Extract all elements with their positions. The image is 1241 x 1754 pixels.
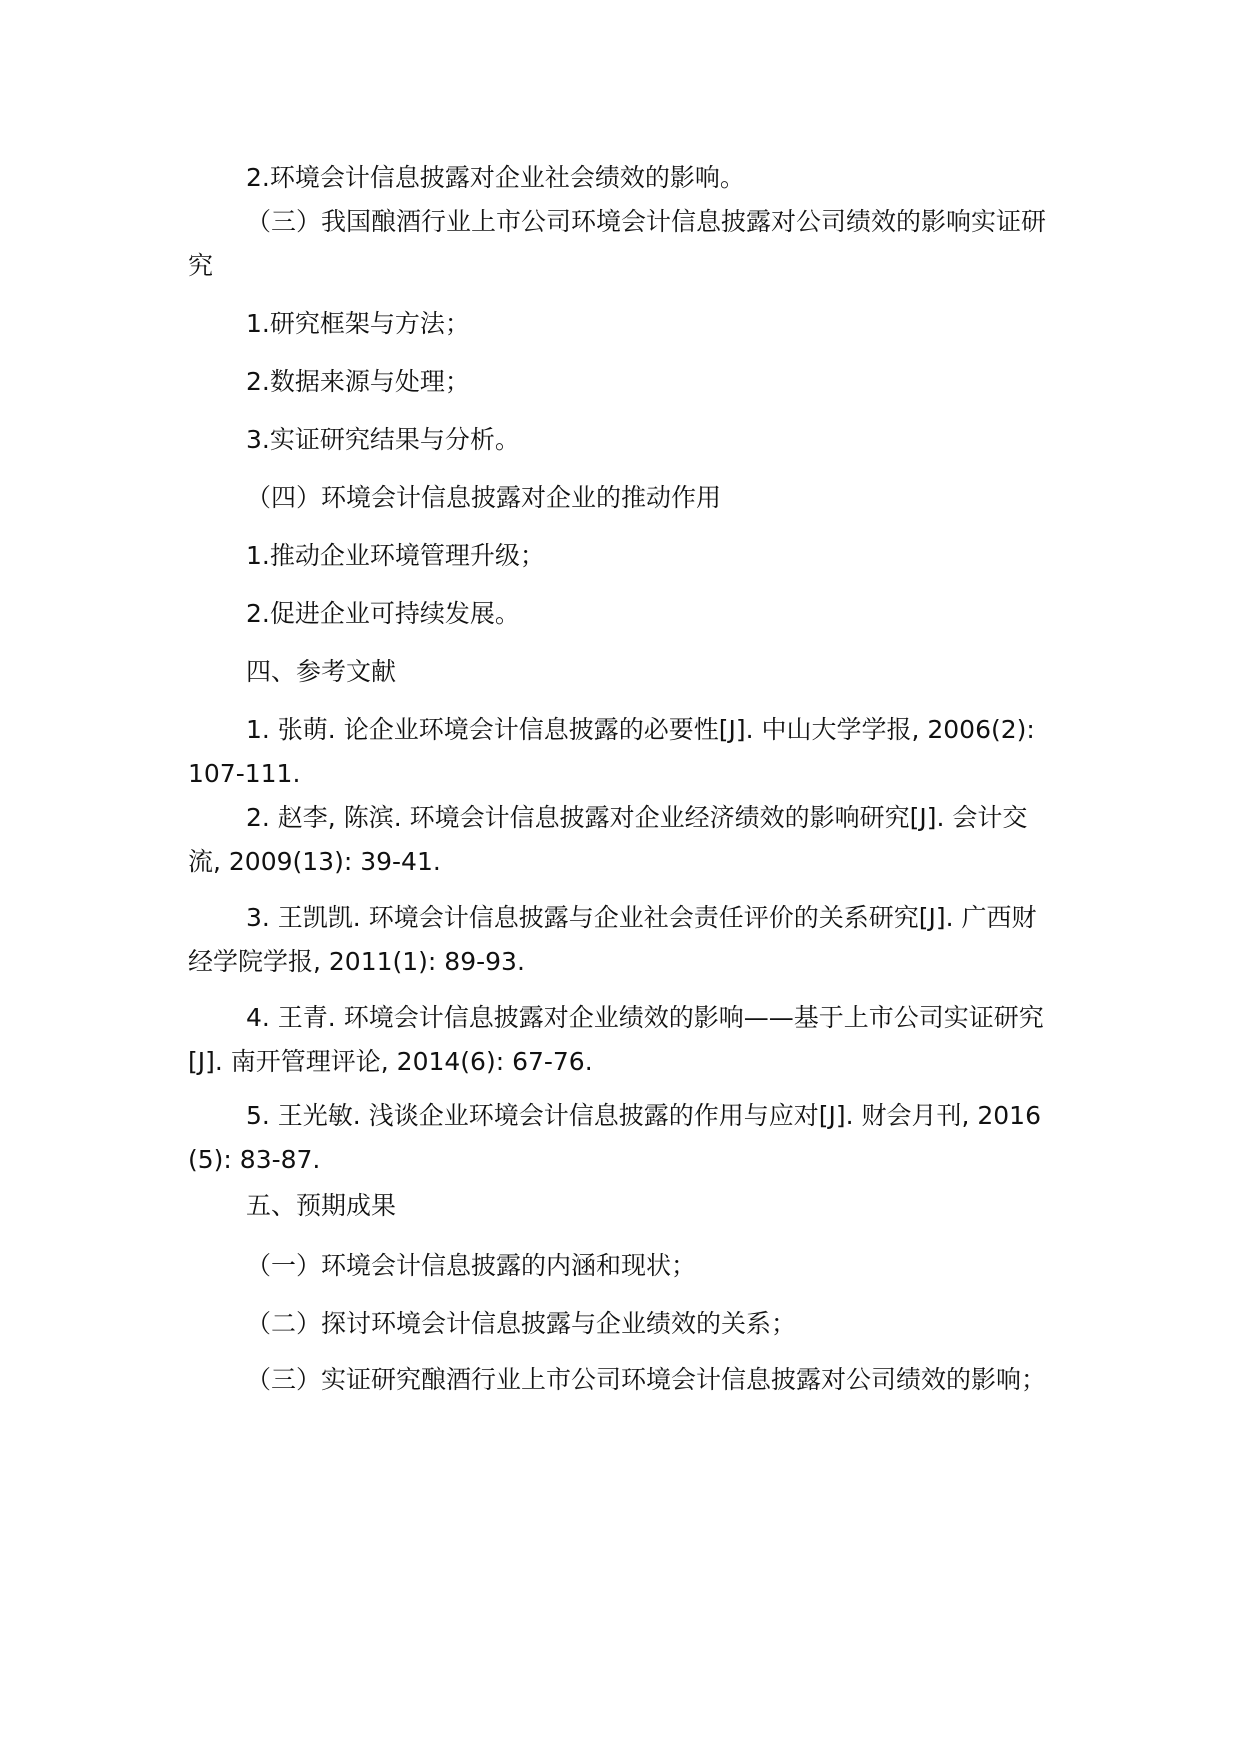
- section-heading-empirical-study: （三）我国酿酒行业上市公司环境会计信息披露对公司绩效的影响实证研究: [188, 207, 1047, 280]
- section-heading-expected-results: 五、预期成果: [246, 1191, 397, 1220]
- reference-item-3: 3. 王凯凯. 环境会计信息披露与企业社会责任评价的关系研究[J]. 广西财经学院学报, 2011(1): 89-93.: [188, 903, 1037, 976]
- list-item-results-analysis: 3.实证研究结果与分析。: [246, 425, 520, 454]
- expected-result-1: （一）环境会计信息披露的内涵和现状；: [246, 1251, 697, 1280]
- expected-result-2: （二）探讨环境会计信息披露与企业绩效的关系；: [246, 1309, 797, 1338]
- expected-result-3: （三）实证研究酿酒行业上市公司环境会计信息披露对公司绩效的影响；: [246, 1365, 1047, 1394]
- section-heading-driving-role: （四）环境会计信息披露对企业的推动作用: [246, 483, 722, 512]
- list-item-management-upgrade: 1.推动企业环境管理升级；: [246, 541, 545, 570]
- list-item-sustainable-development: 2.促进企业可持续发展。: [246, 599, 520, 628]
- section-heading-references: 四、参考文献: [246, 657, 397, 686]
- reference-item-1: 1. 张萌. 论企业环境会计信息披露的必要性[J]. 中山大学学报, 2006(2): 107-111.: [188, 715, 1035, 788]
- paragraph-social-performance: 2.环境会计信息披露对企业社会绩效的影响。: [246, 163, 745, 192]
- reference-item-4: 4. 王青. 环境会计信息披露对企业绩效的影响——基于上市公司实证研究[J]. 南开管理评论, 2014(6): 67-76.: [188, 1003, 1044, 1076]
- list-item-framework-methods: 1.研究框架与方法；: [246, 309, 470, 338]
- list-item-data-sources: 2.数据来源与处理；: [246, 367, 470, 396]
- reference-item-2: 2. 赵李, 陈滨. 环境会计信息披露对企业经济绩效的影响研究[J]. 会计交流, 2009(13): 39-41.: [188, 803, 1028, 876]
- reference-item-5: 5. 王光敏. 浅谈企业环境会计信息披露的作用与应对[J]. 财会月刊, 2016(5): 83-87.: [188, 1101, 1041, 1174]
